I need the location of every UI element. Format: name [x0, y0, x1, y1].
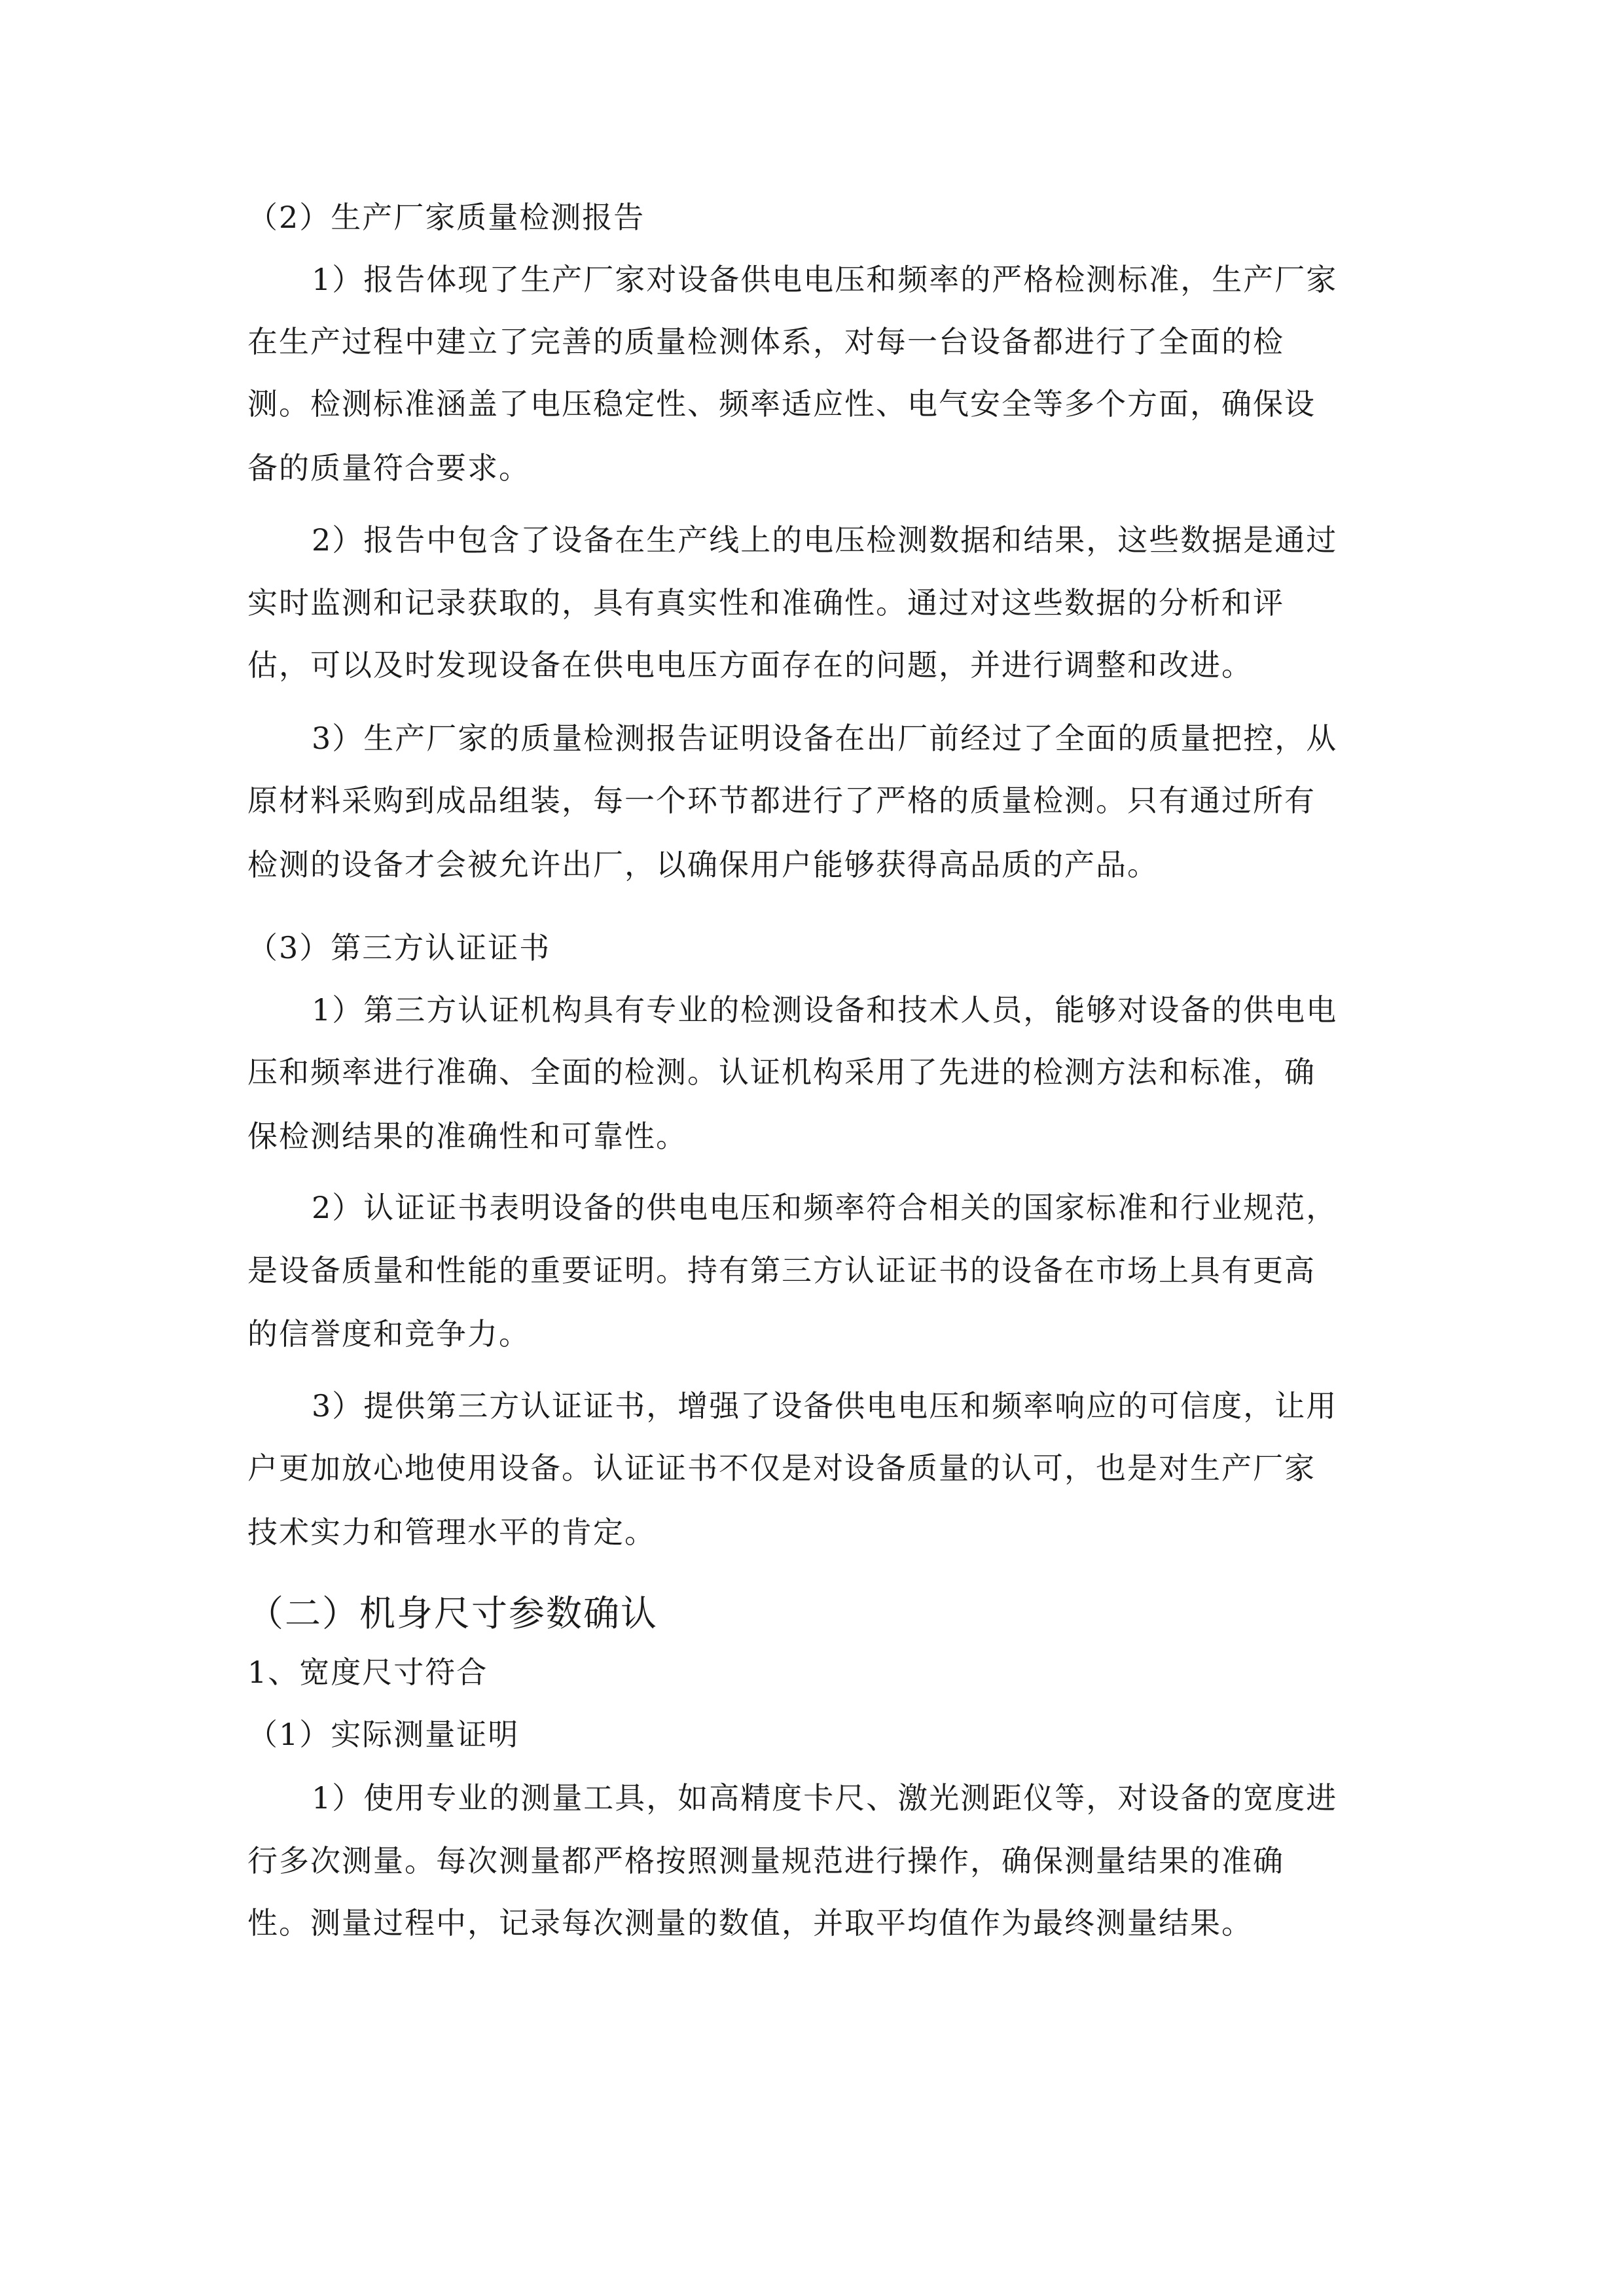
paragraph-line: 3）提供第三方认证证书，增强了设备供电电压和频率响应的可信度，让用 [312, 1388, 1338, 1424]
paragraph-line: 2）报告中包含了设备在生产线上的电压检测数据和结果，这些数据是通过 [312, 522, 1338, 558]
paragraph-line: 户更加放心地使用设备。认证证书不仅是对设备质量的认可，也是对生产厂家 [247, 1450, 1316, 1486]
subheading: 1、宽度尺寸符合 [247, 1655, 488, 1690]
paragraph-line: 压和频率进行准确、全面的检测。认证机构采用了先进的检测方法和标准，确 [247, 1054, 1316, 1090]
paragraph-line: 保检测结果的准确性和可靠性。 [247, 1119, 687, 1154]
section-title: （1）实际测量证明 [247, 1717, 520, 1752]
paragraph-line: 原材料采购到成品组装，每一个环节都进行了严格的质量检测。只有通过所有 [247, 783, 1316, 818]
section-title: （2）生产厂家质量检测报告 [247, 200, 645, 235]
paragraph-line: 测。检测标准涵盖了电压稳定性、频率适应性、电气安全等多个方面，确保设 [247, 386, 1316, 422]
paragraph-line: 备的质量符合要求。 [247, 450, 530, 486]
paragraph-line: 3）生产厂家的质量检测报告证明设备在出厂前经过了全面的质量把控，从 [312, 721, 1338, 756]
paragraph-line: 实时监测和记录获取的，具有真实性和准确性。通过对这些数据的分析和评 [247, 585, 1284, 620]
paragraph-line: 检测的设备才会被允许出厂，以确保用户能够获得高品质的产品。 [247, 847, 1159, 882]
paragraph-line: 的信誉度和竞争力。 [247, 1316, 530, 1352]
paragraph-line: 技术实力和管理水平的肯定。 [247, 1515, 656, 1550]
paragraph-line: 在生产过程中建立了完善的质量检测体系，对每一台设备都进行了全面的检 [247, 324, 1284, 359]
paragraph-line: 性。测量过程中，记录每次测量的数值，并取平均值作为最终测量结果。 [247, 1905, 1253, 1941]
paragraph-line: 2）认证证书表明设备的供电电压和频率符合相关的国家标准和行业规范， [312, 1190, 1338, 1225]
section-title: （3）第三方认证证书 [247, 930, 551, 965]
paragraph-line: 1）报告体现了生产厂家对设备供电电压和频率的严格检测标准，生产厂家 [312, 262, 1338, 297]
chapter-heading: （二）机身尺寸参数确认 [247, 1592, 659, 1634]
paragraph-line: 是设备质量和性能的重要证明。持有第三方认证证书的设备在市场上具有更高 [247, 1253, 1316, 1288]
paragraph-line: 1）第三方认证机构具有专业的检测设备和技术人员，能够对设备的供电电 [312, 992, 1338, 1028]
paragraph-line: 1）使用专业的测量工具，如高精度卡尺、激光测距仪等，对设备的宽度进 [312, 1780, 1338, 1816]
paragraph-line: 估，可以及时发现设备在供电电压方面存在的问题，并进行调整和改进。 [247, 647, 1253, 683]
paragraph-line: 行多次测量。每次测量都严格按照测量规范进行操作，确保测量结果的准确 [247, 1843, 1284, 1878]
